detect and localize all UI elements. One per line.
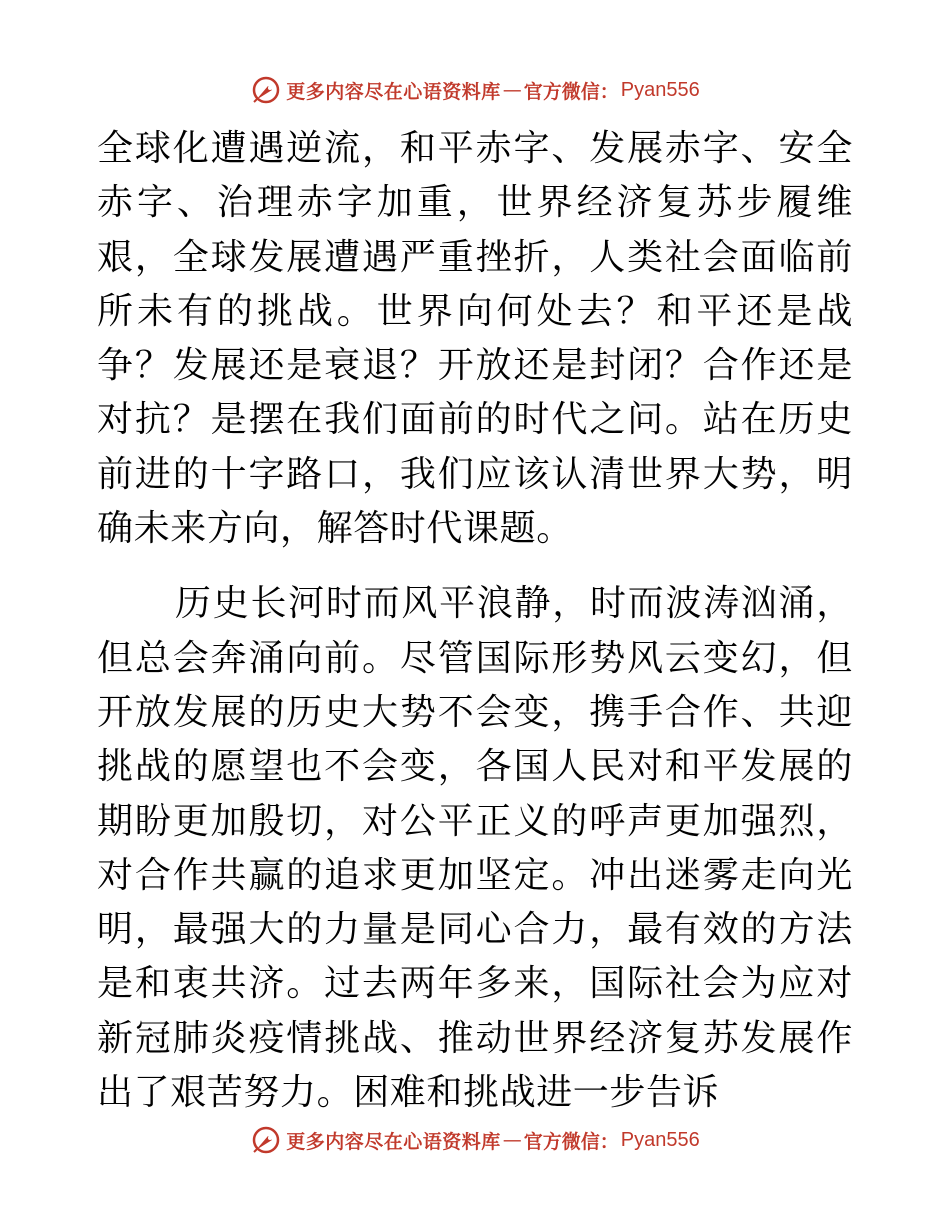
watermark-wechat-id: Pyan556 <box>620 78 700 101</box>
watermark-dash: — <box>502 1129 522 1151</box>
watermark-wechat-id: Pyan556 <box>620 1128 700 1151</box>
watermark-wechat-label: 官方微信： <box>523 1130 619 1153</box>
watermark-wechat-label: 官方微信： <box>523 80 619 103</box>
watermark-site-text: 更多内容尽在心语资料库 <box>286 80 501 103</box>
watermark-dash: — <box>502 79 522 101</box>
document-body <box>97 122 853 1120</box>
paragraph-2: 历史长河时而风平浪静，时而波涛汹涌，但总会奔涌向前。尽管国际形势风云变幻，但开放发展的历史大势不会变，携手合作、共迎挑战的愿望也不会变，各国人民对和平发展的期盼更加殷切，对公平正义的呼声更加强烈，对合作共赢的追求更加坚定。冲出迷雾走向光明，最强大的力量是同心合力，最有效的方法是和衷共济。过去两年多来，国际社会为应对新冠肺炎疫情挑战、推动世界经济复苏发展作出了艰苦努力。困难和挑战进一步告诉 <box>97 583 853 1114</box>
pen-nib-logo-icon <box>250 1124 282 1156</box>
watermark-site-text: 更多内容尽在心语资料库 <box>286 1130 501 1153</box>
footer-watermark <box>0 1122 950 1158</box>
header-watermark <box>0 72 950 108</box>
paragraph-1: 全球化遭遇逆流，和平赤字、发展赤字、安全赤字、治理赤字加重，世界经济复苏步履维艰，全球发展遭遇严重挫折，人类社会面临前所未有的挑战。世界向何处去？和平还是战争？发展还是衰退？开放还是封闭？合作还是对抗？是摆在我们面前的时代之问。站在历史前进的十字路口，我们应该认清世界大势，明确未来方向，解答时代课题。 <box>97 128 853 550</box>
pen-nib-logo-icon <box>250 74 282 106</box>
